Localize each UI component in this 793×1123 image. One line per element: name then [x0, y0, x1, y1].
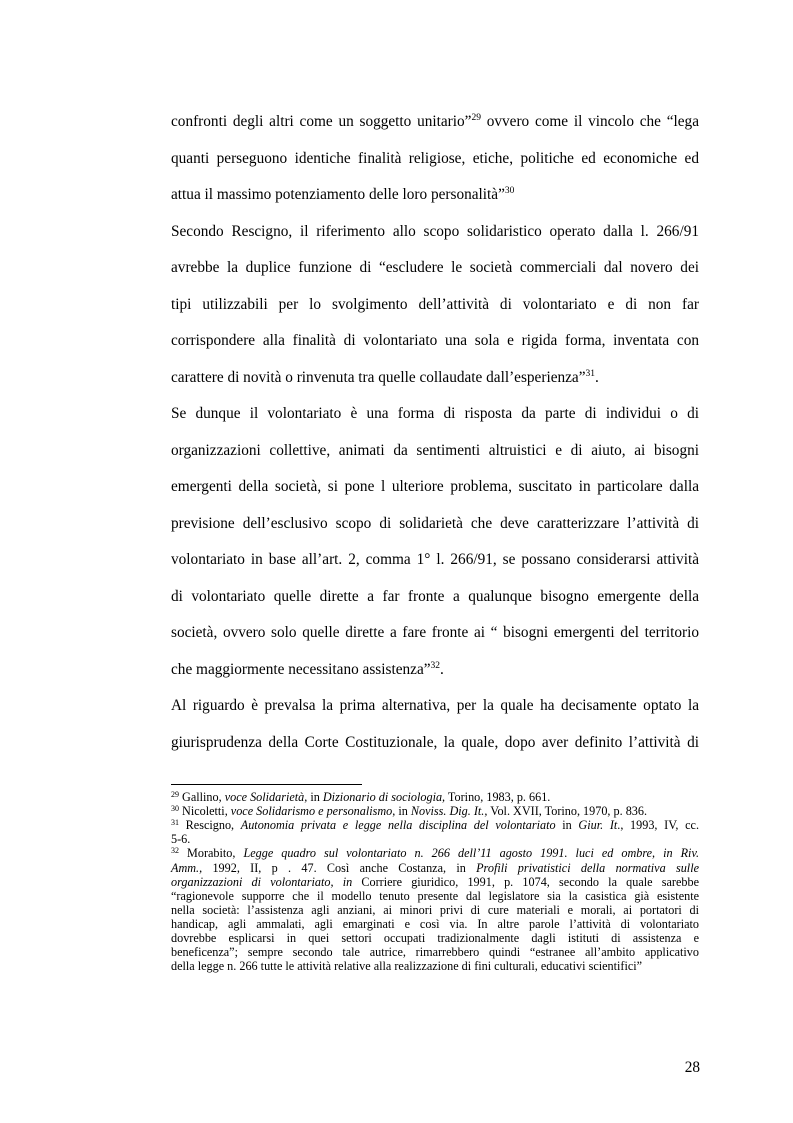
footnote-text: della legge n. 266 tutte le attività relative alla realizzazione di fini culturali, educativi scientifici” [171, 959, 643, 974]
body-text: giurisprudenza della Corte Costituzionale, la quale, dopo aver definito l’attività di [171, 733, 699, 751]
body-line [171, 112, 699, 132]
body-line [171, 733, 699, 753]
footnote-text: , in [304, 790, 323, 804]
body-text: di volontariato quelle dirette a far fronte a qualunque bisogno emergente della [171, 587, 699, 605]
footnote-line [171, 804, 699, 818]
body-reference-mark: 30 [504, 186, 515, 196]
footnote-text: in [555, 818, 579, 833]
body-text: avrebbe la duplice funzione di “escludere le società commerciali dal novero dei [171, 259, 699, 276]
footnote-text: Rescigno, [179, 818, 241, 833]
body-text: Secondo Rescigno, il riferimento allo scopo solidaristico operato dalla l. 266/91 [171, 222, 699, 240]
footnote-text: Morabito, [179, 846, 244, 861]
body-reference-mark: 32 [430, 660, 441, 671]
footnote-text: Profili privatistici della normativa sulle [476, 860, 699, 875]
body-line [171, 696, 699, 716]
footnote-text: Legge quadro sul volontariato n. 266 dell’11 agosto 1991. luci ed ombre, in Riv. [243, 846, 699, 861]
body-line [171, 295, 699, 315]
footnote-separator [171, 784, 362, 785]
footnote-text: Giur. It [578, 818, 618, 833]
body-line [171, 149, 699, 169]
footnote-text: Autonomia privata e legge nella disciplina del volontariato [240, 818, 556, 833]
footnote-line [171, 790, 699, 804]
body-line [171, 331, 699, 351]
body-line [171, 550, 699, 570]
footnote-line [171, 861, 699, 875]
footnote-text: voce Solidarismo e personalismo [230, 804, 393, 819]
body-text: organizzazioni collettive, animati da sentimenti altruistici e di aiuto, ai bisogni [171, 441, 699, 459]
body-text: ovvero come il vincolo che “lega [480, 113, 699, 130]
footnote-text: 5-6. [171, 832, 191, 847]
footnote-text: Dizionario di sociologia, [322, 790, 446, 804]
footnote-text: , in [392, 804, 411, 819]
body-text: carattere di novità o rinvenuta tra quelle collaudate dall’esperienza” [171, 368, 586, 386]
footnote-line [171, 917, 699, 931]
footnote-text: dovrebbe esplicarsi in quei settori occupati tradizionalmente dagli istituti di assistenza e [171, 931, 699, 945]
body-text: Se dunque il volontariato è una forma di risposta da parte di individui o di [171, 405, 699, 422]
body-line [171, 587, 699, 607]
body-text: società, ovvero solo quelle dirette a fare fronte ai “ bisogni emergenti del territorio [171, 624, 699, 641]
footnote-reference-mark: 32 [171, 846, 179, 856]
footnote-text: voce Solidarietà [224, 790, 305, 804]
footnote-text: Amm., [171, 860, 203, 875]
page-number: 28 [684, 1059, 700, 1076]
body-line [171, 185, 699, 205]
footnote-line [171, 889, 699, 903]
body-line [171, 258, 699, 278]
footnote-line [171, 875, 699, 889]
footnote-text: Gallino, [179, 790, 225, 804]
footnote-reference-mark: 30 [171, 804, 179, 814]
footnote-text: Noviss. Dig. It., [410, 804, 488, 819]
body-reference-mark: 31 [585, 368, 596, 379]
footnote-text: 1992, II, p . 47. Così anche Costanza, in [202, 860, 477, 875]
footnote-line [171, 818, 699, 832]
body-reference-mark: 29 [471, 113, 481, 123]
body-text: tipi utilizzabili per lo svolgimento dell’attività di volontariato e di non far [171, 295, 699, 313]
footnote-text: “ragionevole supporre che il modello tenuto presente dal legislatore sia la casistica già esistente [171, 888, 699, 903]
body-text: confronti degli altri come un soggetto unitario” [171, 113, 472, 130]
footnote-line [171, 832, 699, 846]
footnote-text: nella società: l’assistenza agli anziani, ai minori privi di cure materiali e morali, ai portatori di [171, 902, 699, 917]
body-text: quanti perseguono identiche finalità religiose, etiche, politiche ed economiche ed [171, 149, 699, 167]
footnote-reference-mark: 29 [171, 790, 179, 799]
footnote-reference-mark: 31 [171, 818, 179, 828]
body-line [171, 623, 699, 643]
footnote-text: Vol. XVII, Torino, 1970, p. 836. [487, 804, 648, 819]
footnote-text: handicap, agli ammalati, agli emarginati e così via. In altre parole l’attività di volontariato [171, 916, 699, 931]
footnote-text: Corriere giuridico, 1991, p. 1074, secondo la quale sarebbe [352, 874, 699, 889]
footnote-text: Nicoletti, [179, 804, 231, 819]
body-text: corrispondere alla finalità di volontariato una sola e rigida forma, inventata con [171, 332, 699, 349]
footnote-text: organizzazioni di volontariato, in [171, 874, 353, 889]
body-line [171, 514, 699, 534]
footnote-line [171, 945, 699, 959]
body-text: Al riguardo è prevalsa la prima alternativa, per la quale ha decisamente optato la [171, 697, 699, 714]
footnote-line [171, 903, 699, 917]
footnote-line [171, 846, 699, 860]
body-line [171, 477, 699, 497]
body-line [171, 404, 699, 424]
footnote-text: Torino, 1983, p. 661. [445, 790, 551, 804]
body-text: . [440, 660, 444, 678]
body-line [171, 368, 699, 388]
body-line [171, 222, 699, 242]
body-text: . [595, 368, 599, 386]
body-line [171, 441, 699, 461]
body-text: previsione dell’esclusivo scopo di solidarietà che deve caratterizzare l’attività di [171, 514, 699, 532]
body-line [171, 660, 699, 680]
body-text: volontariato in base all’art. 2, comma 1° l. 266/91, se possano considerarsi attività [171, 551, 699, 568]
footnote-line [171, 959, 699, 973]
body-text: emergenti della società, si pone l ulteriore problema, suscitato in particolare dalla [171, 478, 699, 495]
body-text: che maggiormente necessitano assistenza” [171, 660, 431, 678]
footnote-text: ., 1993, IV, cc. [617, 818, 700, 833]
footnote-text: beneficenza”; sempre secondo tale autrice, rimarrebbero quindi “estranee all’ambito applicativo [171, 945, 699, 960]
footnote-line [171, 931, 699, 945]
body-text: attua il massimo potenziamento delle loro personalità” [171, 186, 505, 203]
